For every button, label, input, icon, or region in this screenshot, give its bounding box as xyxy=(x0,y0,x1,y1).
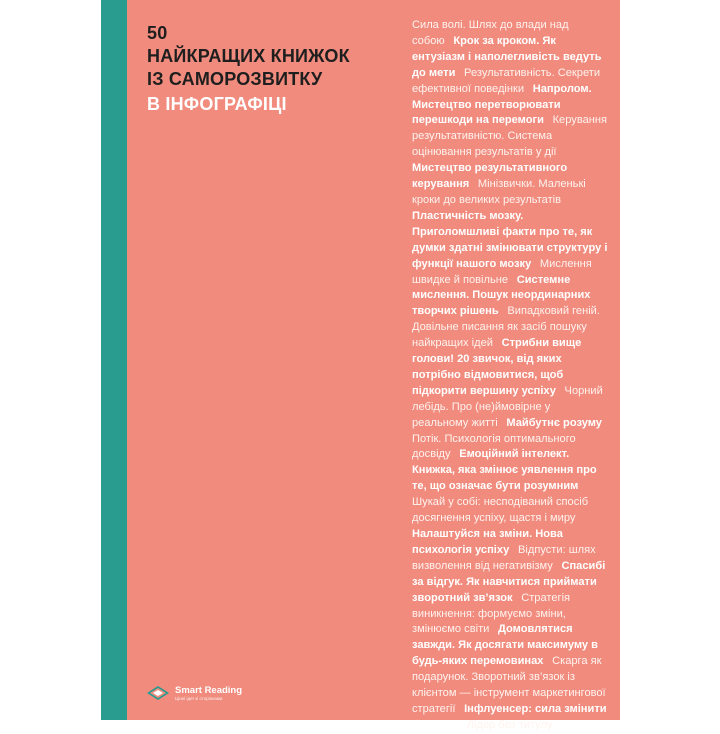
logo-tagline: Цінні ідеї зі сторінками xyxy=(175,695,223,701)
book-title: Пластичність мозку. Приголомшливі факти про те, як думки здатні змінювати структуру і функції нашого мозку xyxy=(412,209,608,270)
title-line-2: ІЗ САМОРОЗВИТКУ xyxy=(147,69,323,89)
book-title: Шукай у собі: несподіваний спосіб досягнення успіху, щастя і миру xyxy=(412,496,589,525)
book-titles-list xyxy=(412,18,608,734)
book-title: Майбутнє розуму xyxy=(506,416,602,429)
book-title: Лідер без титулу xyxy=(466,718,553,731)
cover-spine-strip xyxy=(101,0,127,720)
book-title: Мінізвички. Маленькі кроки до великих результатів xyxy=(412,178,586,206)
book-title: Стратегія виникнення: формуємо зміни, змінюємо світи xyxy=(412,591,571,636)
title-line-1: НАЙКРАЩИХ КНИЖОК xyxy=(147,46,350,66)
book-title: Чорний лебідь. Про (не)ймовірне у реальному житті xyxy=(412,384,603,429)
book-title: Крок за кроком. Як ентузіазм і наполегливість ведуть до мети xyxy=(412,34,602,79)
book-title: Сила волі. Шлях до влади над собою xyxy=(412,19,569,47)
cover-subtitle: В ІНФОГРАФІЦІ xyxy=(147,94,287,114)
logo-name: Smart Reading xyxy=(175,684,243,696)
book-title: Результативність. Секрети ефективної поведінки xyxy=(412,66,601,95)
book-title: Керування результативністю. Система оцінювання результатів у дії xyxy=(412,114,608,159)
book-title: Інфлуенсер: сила змінити будь-що xyxy=(412,702,607,731)
title-number: 50 xyxy=(147,23,168,43)
cover-title xyxy=(147,22,387,116)
book-title: Домовлятися завжди. Як досягати максимуму в будь-яких перемовинах xyxy=(412,623,598,668)
book-title: Потік. Психологія оптимального досвіду xyxy=(412,432,576,461)
publisher-logo xyxy=(147,681,242,705)
book-title: Напролом. Мистецтво перетворювати перешкоди на перемоги xyxy=(412,82,592,127)
book-title: Стрибни вище голови! 20 звичок, від яких потрібно відмовитися, щоб підкорити вершину успіху xyxy=(412,337,582,397)
book-title: Скарга як подарунок. Зворотний зв’язок із клієнтом — інструмент маркетингової стратегії xyxy=(412,655,606,715)
smart-reading-logo-icon xyxy=(147,684,169,702)
book-title: Мислення швидке й повільне xyxy=(412,257,592,286)
book-title: Емоційний інтелект. Книжка, яка змінює уявлення про те, що означає бути розумним xyxy=(412,448,597,493)
book-title: Спасибі за відгук. Як навчитися приймати зворотний зв’язок xyxy=(412,559,606,604)
book-title: Випадковий геній. Довільне писання як засіб пошуку найкращих ідей xyxy=(412,305,600,350)
book-title: Мистецтво результативного керування xyxy=(412,162,568,191)
book-title: Системне мислення. Пошук неординарних творчих рішень xyxy=(412,273,591,318)
book-title: Відпусти: шлях визволення від негативізму xyxy=(412,543,596,572)
book-title: Налаштуйся на зміни. Нова психологія успіху xyxy=(412,528,563,556)
